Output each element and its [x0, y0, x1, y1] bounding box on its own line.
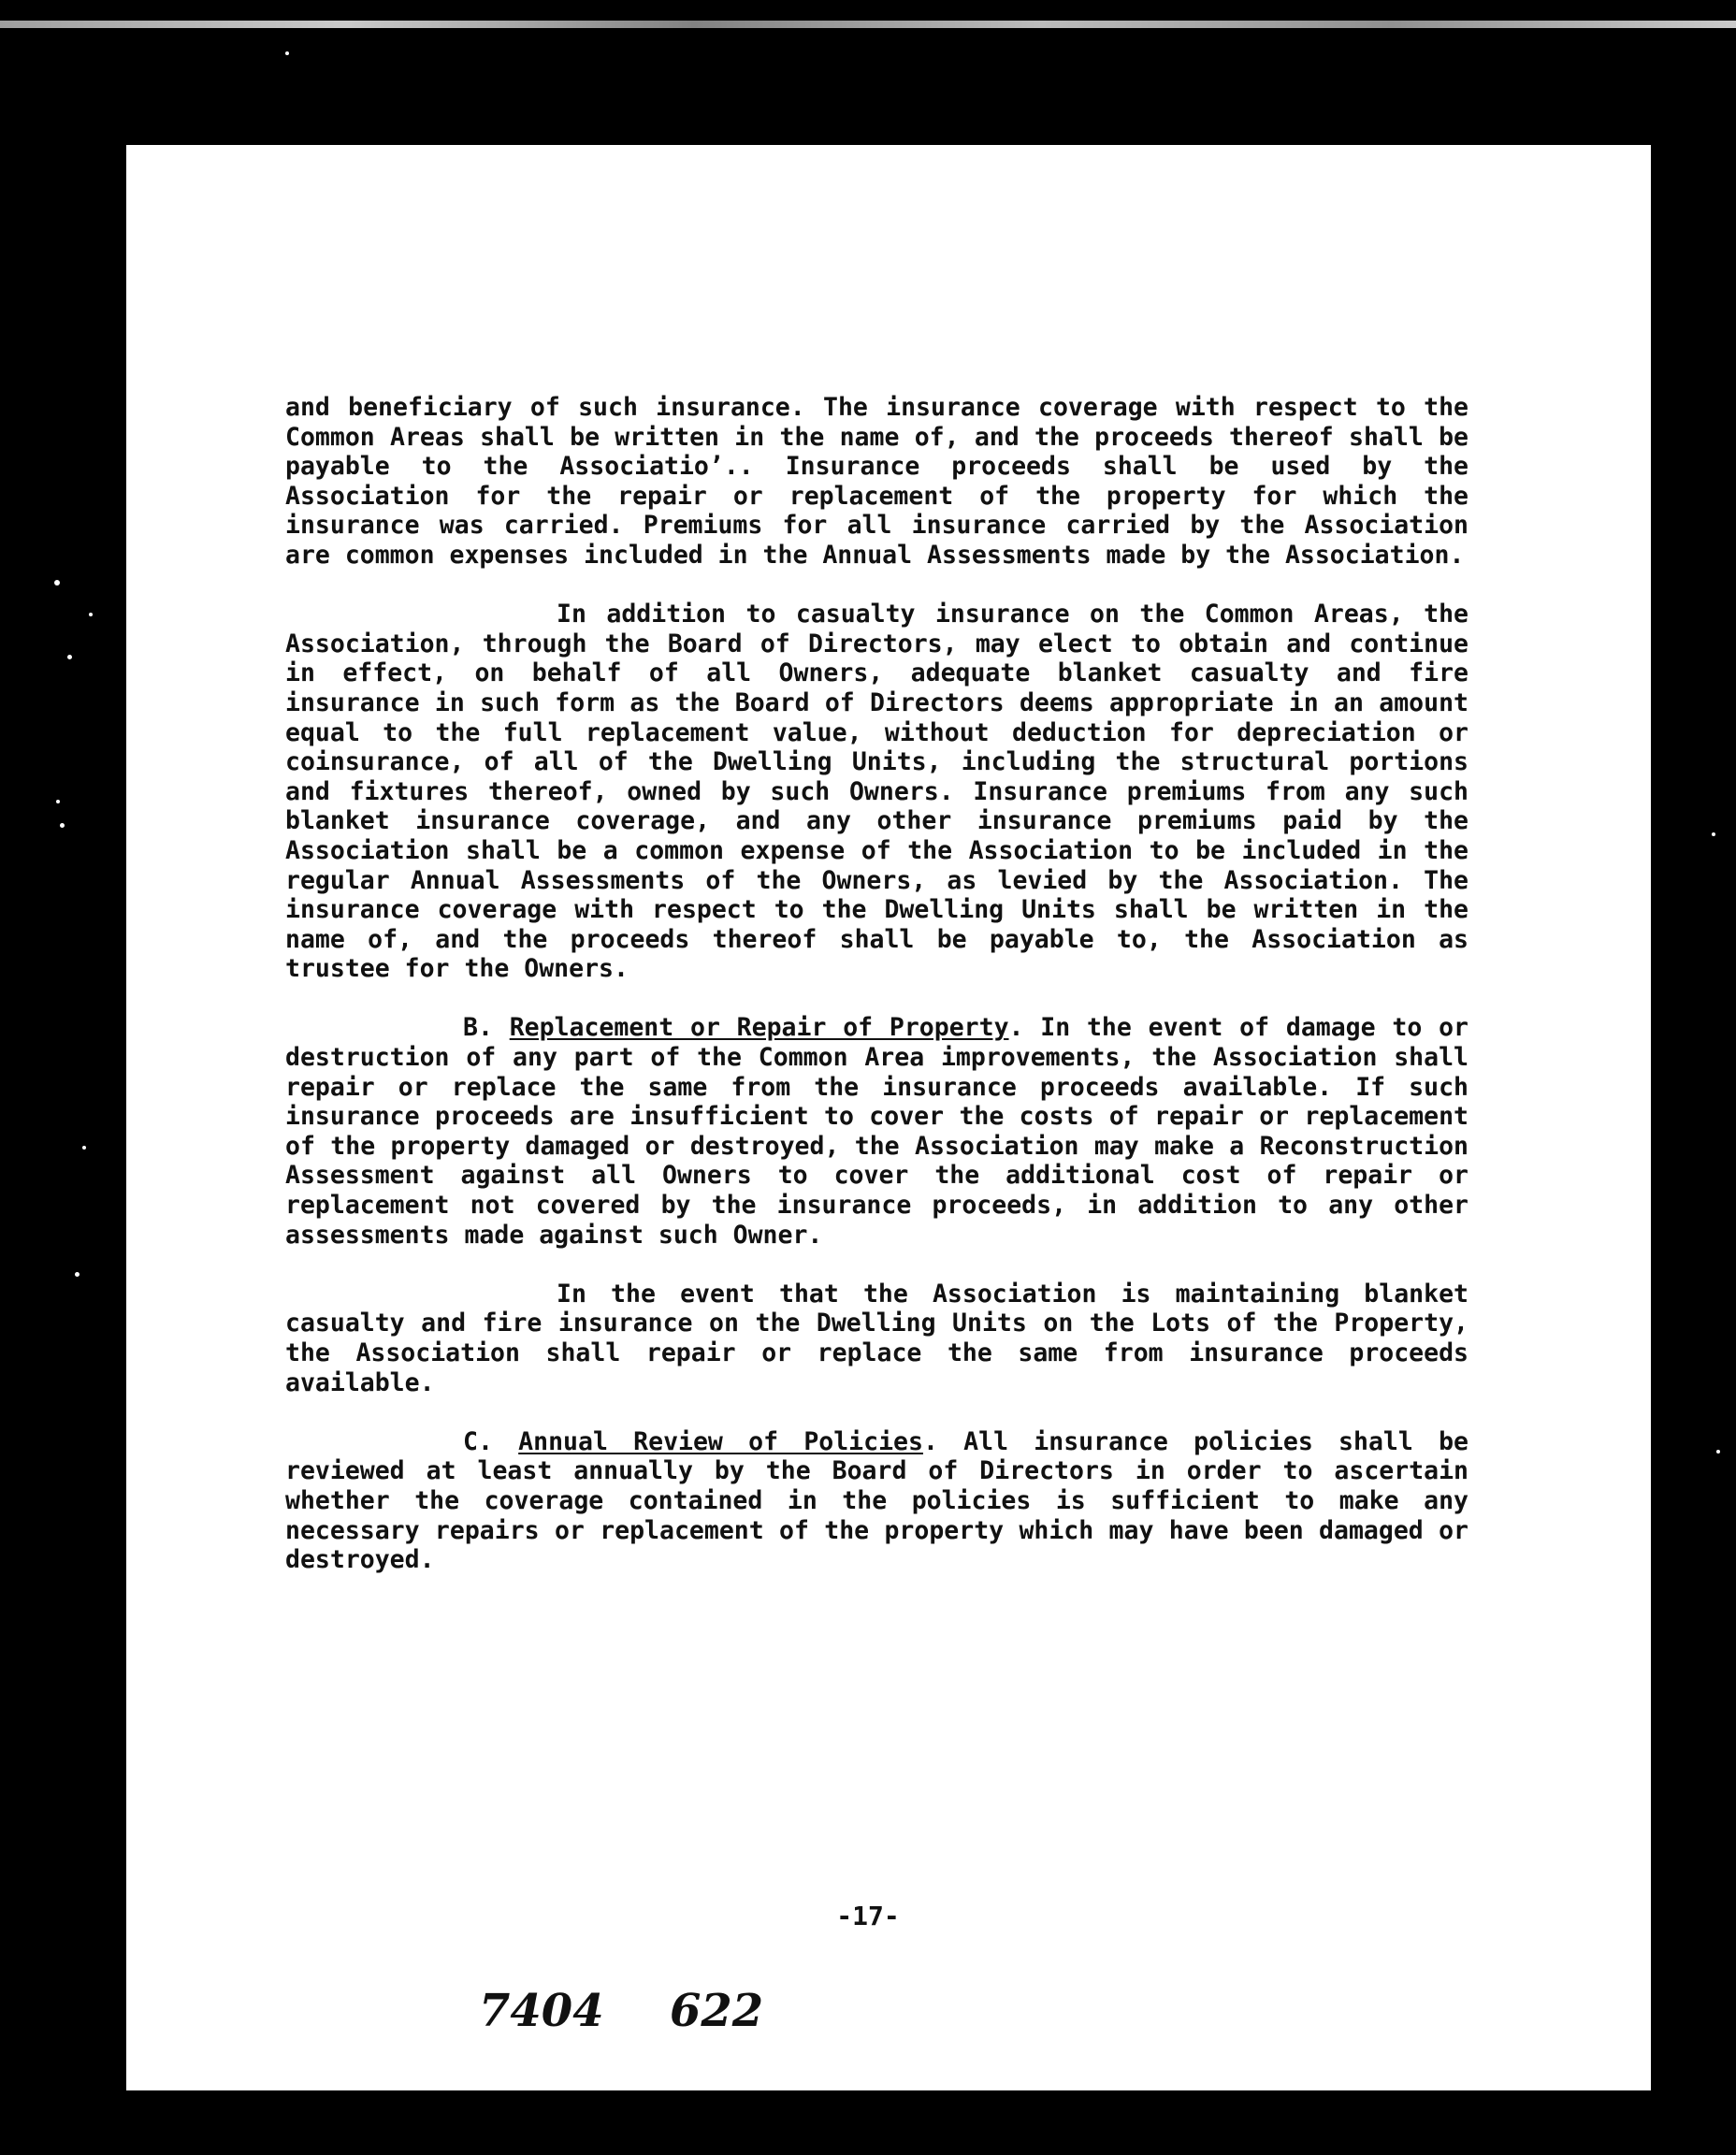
- scan-speck: [89, 613, 93, 616]
- paragraph-blanket-insurance: [285, 1280, 1468, 1397]
- scan-speck: [75, 1272, 80, 1277]
- book-number: 7404: [479, 1985, 604, 2037]
- section-letter: B.: [463, 1013, 510, 1043]
- scan-speck: [285, 51, 289, 55]
- scan-speck: [82, 1146, 86, 1150]
- scan-speck: [60, 823, 65, 828]
- section-letter: C.: [463, 1426, 519, 1456]
- paragraph-text: . All insurance policies shall be reviewed at least annually by the Board of Directors in order to ascertain whether the coverage contained in the policies is sufficient to make any necessary repairs or replacement of the property which may have been damaged or destroyed.: [285, 1426, 1468, 1575]
- paragraph-insurance-intro: [285, 393, 1468, 571]
- paragraph-text: In the event that the Association is maintaining blanket casualty and fire insurance on the Dwelling Units on the Lots of the Property, the Association shall repair or replace the same from insurance proceeds available.: [285, 1279, 1468, 1397]
- scan-speck: [56, 800, 60, 803]
- paragraph-casualty-insurance: [285, 600, 1468, 984]
- paragraph-text: and beneficiary of such insurance. The insurance coverage with respect to the Common Areas shall be written in the name of, and the proceeds thereof shall be payable to the Associatio’.. Insurance proceeds shall be used by the Association for the repair or replacement of the property for which the insurance was carried. Premiums for all insurance carried by the Association are common expenses included in the Annual Assessments made by the Association.: [285, 393, 1468, 570]
- section-heading: Annual Review of Policies: [518, 1426, 923, 1456]
- page-number: -17-: [836, 1901, 900, 1931]
- section-c-annual-review: [285, 1427, 1468, 1575]
- scan-top-border: [0, 0, 1736, 112]
- document-body: [285, 393, 1468, 1604]
- paragraph-text: . In the event of damage to or destruction of any part of the Common Area improvements, the Association shall repair or replace the same from the insurance proceeds available. If such insurance proceeds are insufficient to cover the costs of repair or replacement of the property damaged or destroyed, the Association may make a Reconstruction Assessment against all Owners to cover the additional cost of repair or replacement not covered by the insurance proceeds, in addition to any other assessments made against such Owner.: [285, 1013, 1468, 1250]
- scan-streak: [0, 21, 1736, 28]
- scan-speck: [67, 655, 72, 659]
- book-page-number: 622: [670, 1985, 764, 2037]
- scan-speck: [1716, 1450, 1720, 1454]
- section-b-replacement: [285, 1013, 1468, 1250]
- scan-speck: [54, 580, 60, 586]
- scan-speck: [1712, 832, 1715, 836]
- paragraph-text: In addition to casualty insurance on the Common Areas, the Association, through the Board of Directors, may elect to obtain and continue in effect, on behalf of all Owners, adequate blanket casualty and fire insurance in such form as the Board of Directors deems appropriate in an amount equal to the full replacement value, without deduction for depreciation or coinsurance, of all of the Dwelling Units, including the structural portions and fixtures thereof, owned by such Owners. Insurance premiums from any such blanket insurance coverage, and any other insurance premiums paid by the Association shall be a common expense of the Association to be included in the regular Annual Assessments of the Owners, as levied by the Association. The insurance coverage with respect to the Dwelling Units shall be written in the name of, and the proceeds thereof shall be payable to, the Association as trustee for the Owners.: [285, 600, 1468, 984]
- section-heading: Replacement or Repair of Property: [509, 1013, 1009, 1043]
